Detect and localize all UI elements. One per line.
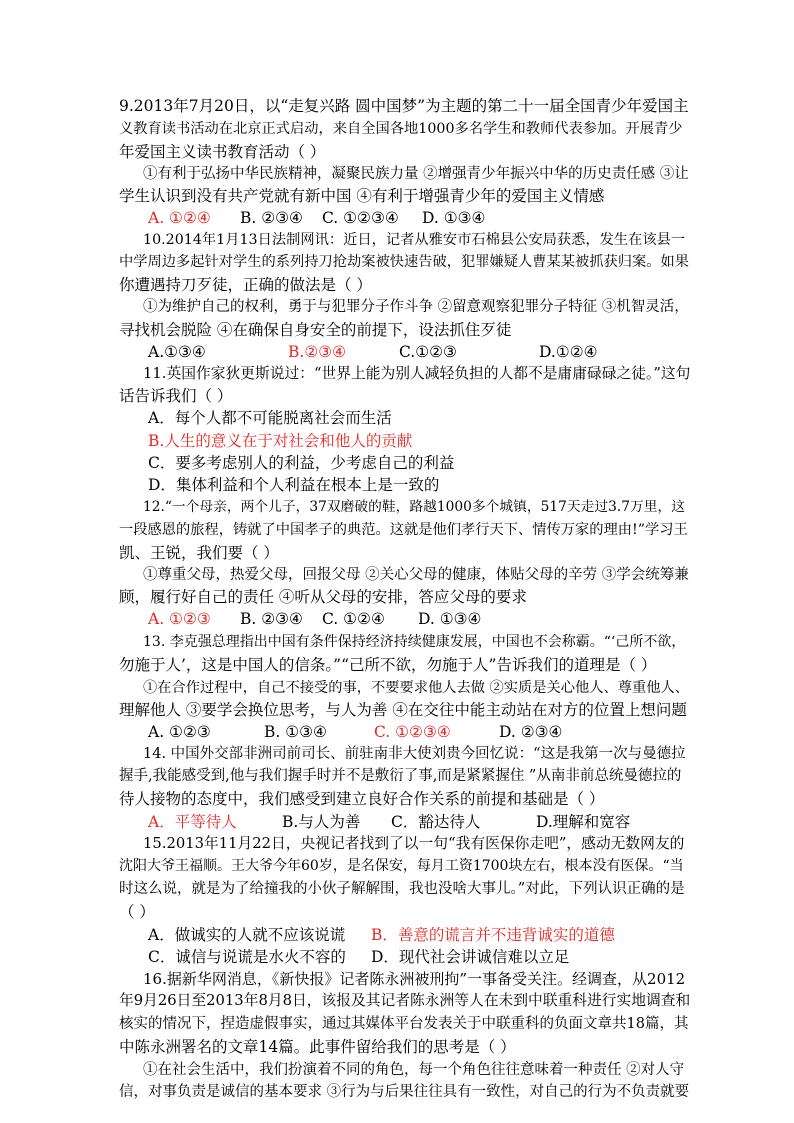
q11-option-c: C．要多考虑别人的利益，少考虑自己的利益 [148,454,455,472]
q13-stem-line-2: 勿施于人’，这是中国人的信条。”“己所不欲，勿施于人”告诉我们的道理是（ ） [119,656,657,674]
q15-stem-line-3: 时这么说，就是为了给撞我的小伙子解解围，我也没啥大事儿。”对此，下列认识正确的是 [119,881,685,897]
q10-stem-line-2: 中学周边多起针对学生的系列持刀抢劫案被快速告破，犯罪嫌疑人曹某某被抓获归案。如果 [119,254,690,270]
q14-option-a: A．平等待人 [148,813,237,831]
q9-items-line-2: 学生认识到没有共产党就有新中国 ④有利于增强青少年的爱国主义情感 [119,187,605,205]
q15-options-row-1 [148,925,690,945]
q14-option-d: D.理解和宽容 [536,813,631,831]
q13-items-line-1: ①在合作过程中，自己不接受的事，不要要求他人去做 ②实质是关心他人、尊重他人、 [143,680,690,696]
q15-stem-line-4: （ ） [119,903,155,921]
q13-option-c: C. ①②③④ [374,723,451,741]
q10-option-a: A.①③④ [148,343,206,361]
q11-option-a: A．每个人都不可能脱离社会而生活 [148,409,392,427]
q14-stem-line-1: 14. 中国外交部非洲司前司长、前驻南非大使刘贵今回忆说：“这是我第一次与曼德拉 [143,746,686,762]
q9-option-b: B. ②③④ [240,209,303,227]
q14-stem-line-2: 握手,我能感受到,他与我们握手时并不是敷衍了事,而是紧紧握住 ”从南非前总统曼德拉的 [119,768,682,784]
q16-stem-line-2: 年9月26日至2013年8月8日，该报及其记者陈永洲等人在未到中联重科进行实地调查和 [119,992,691,1009]
q12-option-c: C. ①②④ [322,610,385,628]
q12-options [148,609,690,629]
q13-items-line-2: 理解他人 ③要学会换位思考，与人为善 ④在交往中能主动站在对方的位置上想问题 [119,701,687,719]
q10-options [148,342,690,362]
q12-option-b: B. ②③④ [240,610,303,628]
q12-option-d: D. ①③④ [418,610,482,628]
q16-items-line-1: ①在社会生活中，我们扮演着不同的角色，每一个角色往往意味着一种责任 ②对人守 [143,1062,685,1078]
q10-stem-line-1: 10.2014年1月13日法制网讯：近日，记者从雅安市石棉县公安局获悉，发生在该县一 [143,232,686,248]
q12-items-line-1: ①尊重父母，热爱父母，回报父母 ②关心父母的健康，体贴父母的辛劳 ③学会统筹兼 [143,567,689,583]
q12-stem-line-2: 一段感恩的旅程，铸就了中国孝子的典范。这就是他们孝行天下、情传万家的理由!”学习王 [119,522,688,538]
q9-stem-line-2: 义教育读书活动在北京正式启动，来自全国各地1000多名学生和教师代表参加。开展青少 [119,121,683,137]
q13-option-d: D. ②③④ [499,723,563,741]
q15-option-c: C．诚信与说谎是水火不容的 [148,948,346,966]
q11-stem-line-2: 话告诉我们（ ） [119,387,233,405]
q10-option-c: C.①②③ [399,343,457,361]
q15-option-d: D．现代社会讲诚信难以立足 [371,948,570,966]
q15-option-b: B．善意的谎言并不违背诚实的道德 [371,926,615,944]
q16-items-line-2: 信，对事负责是诚信的基本要求 ③行为与后果往往具有一致性，对自己的行为不负责就要 [119,1084,690,1100]
q10-option-d: D.①②④ [539,343,598,361]
q14-options [148,812,690,832]
q14-option-b: B.与人为善 [282,813,361,831]
q9-stem-line-3: 年爱国主义读书教育活动（ ） [119,143,326,161]
q9-items-line-1: ①有利于弘扬中华民族精神，凝聚民族力量 ②增强青少年振兴中华的历史责任感 ③让 [143,166,689,182]
q10-option-b: B.②③④ [288,343,347,361]
q9-option-c: C. ①②③④ [322,209,399,227]
q11-stem-line-1: 11.英国作家狄更斯说过：“世界上能为别人减轻负担的人都不是庸庸碌碌之徒。”这句 [143,365,691,382]
q13-stem-line-1: 13. 李克强总理指出中国有条件保持经济持续健康发展，中国也不会称霸。“‘己所不欲， [143,634,686,650]
q15-stem-line-1: 15.2013年11月22日，央视记者找到了以一句“我有医保你走吧”，感动无数网友的 [143,835,685,852]
q11-option-d: D．集体利益和个人利益在根本上是一致的 [148,476,440,494]
q10-stem-line-3: 你遭遇持刀歹徒，正确的做法是（ ） [119,276,372,294]
q12-items-line-2: 顾，履行好自己的责任 ④听从父母的安排，答应父母的要求 [119,588,527,606]
q9-stem-line-1: 9.2013年7月20日，以“走复兴路 圆中国梦”为主题的第二十一届全国青少年爱国主 [119,97,689,115]
q10-items-line-2: 寻找机会脱险 ④在确保自身安全的前提下，设法抓住歹徒 [119,321,512,339]
q9-option-a: A. ①②④ [148,209,211,227]
q9-options [148,208,690,228]
q15-options-row-2 [148,947,690,967]
q12-stem-line-3: 凯、王锐，我们要（ ） [119,544,279,562]
q14-stem-line-3: 待人接物的态度中，我们感受到建立良好合作关系的前提和基础是（ ） [119,790,605,808]
q15-option-a: A．做诚实的人就不应该说谎 [148,926,346,944]
q10-items-line-1: ①为维护自己的权利，勇于与犯罪分子作斗争 ②留意观察犯罪分子特征 ③机智灵活， [143,299,689,315]
q13-option-b: B. ①③④ [264,723,327,741]
q12-stem-line-1: 12.“一个母亲，两个儿子，37双磨破的鞋，路越1000多个城镇，517天走过3.7万里，这 [143,499,685,515]
q13-option-a: A. ①②③ [148,723,211,741]
q14-option-c: C．豁达待人 [391,813,481,831]
q16-stem-line-4: 中陈永洲署名的文章14篇。此事件留给我们的思考是（ ） [119,1038,516,1056]
q16-stem-line-3: 核实的情况下，捏造虚假事实，通过其媒体平台发表关于中联重科的负面文章共18篇，其 [119,1016,689,1032]
q13-options [148,722,690,742]
q15-stem-line-2: 沈阳大爷王福顺。王大爷今年60岁，是名保安，每月工资1700块左右，根本没有医保。“当 [119,858,684,874]
q12-option-a: A. ①②③ [148,610,211,628]
q9-option-d: D. ①③④ [422,209,486,227]
q16-stem-line-1: 16.据新华网消息，《新快报》记者陈永洲被刑拘”一事备受关注。经调查，从2012 [143,970,686,988]
q11-option-b: B.人生的意义在于对社会和他人的贡献 [148,432,413,450]
